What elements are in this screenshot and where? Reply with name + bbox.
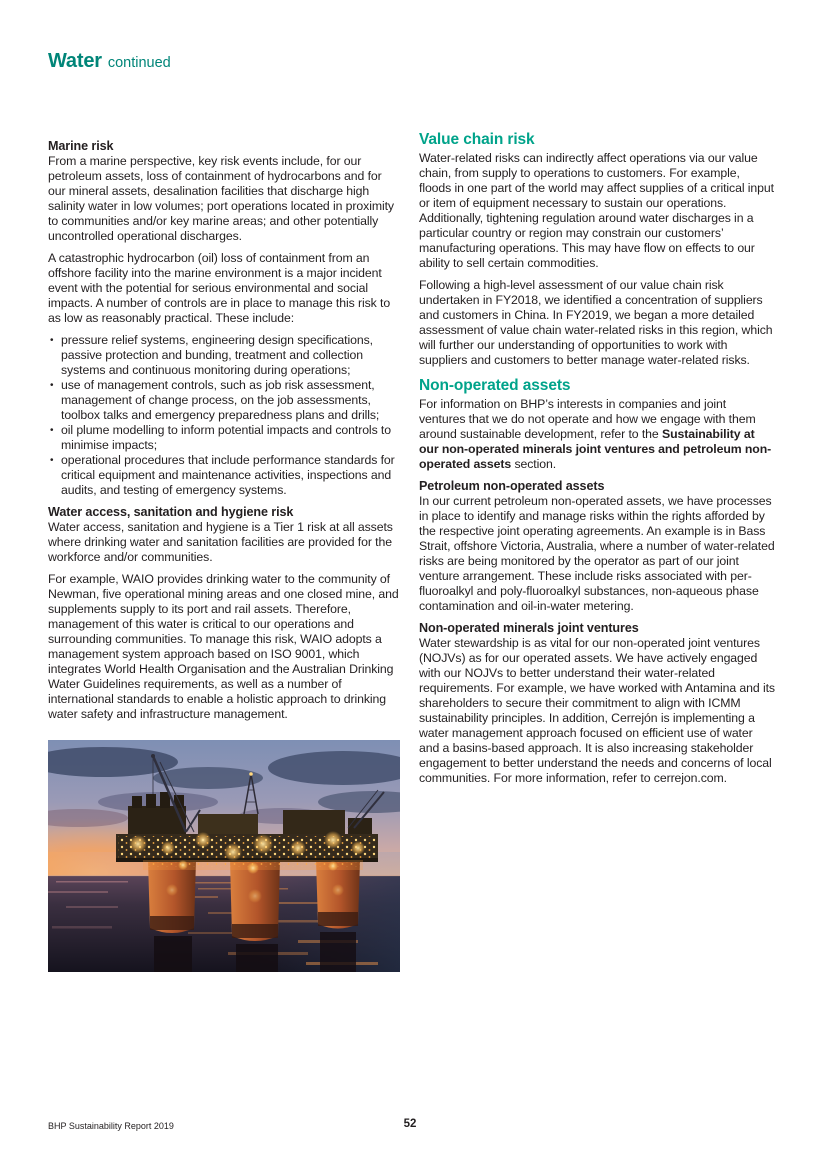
paragraph-wash-risk-1: Water access, sanitation and hygiene is a Tier 1 risk at all assets where drinking water and sanitation facilities are provided for the workforce and/or communities. (48, 520, 393, 564)
page-header (48, 50, 171, 73)
paragraph-segment-bold: Sustainability at our non-operated minerals joint ventures and petroleum non-operated assets (419, 427, 772, 471)
heading-petroleum-noa: Petroleum non-operated assets (419, 479, 605, 493)
heading-non-operated-assets: Non-operated assets (419, 377, 571, 394)
paragraph-marine-risk-2: A catastrophic hydrocarbon (oil) loss of containment from an offshore facility into the marine environment is a major incident event with the potential for serious environmental and social impacts. A number of controls are in place to manage this risk to as low as reasonably practical. These include: (48, 251, 391, 325)
bullet-item: • operational procedures that include performance standards for critical equipment and maintenance activities, inspections and audits, and testing of emergency systems. (48, 453, 400, 498)
bullet-item: • use of management controls, such as job risk assessment, management of change process, on the job assessments, toolbox talks and emergency preparedness plans and drills; (48, 378, 400, 423)
marine-risk-bullet-list (48, 333, 400, 498)
paragraph-marine-risk-1: From a marine perspective, key risk events include, for our petroleum assets, loss of containment of hydrocarbons and for our mineral assets, desalination facilities that discharge high salinity water in low volumes; port operations located in proximity to communities and/or key marine areas; and other potentially uncontrolled operational discharges. (48, 154, 394, 243)
paragraph-wash-risk-2: For example, WAIO provides drinking water to the community of Newman, five operational mining areas and one closed mine, and supplements supply to its port and rail assets. Therefore, management of this water is critical to our operations and surrounding communities. To manage this risk, WAIO adopts a management system approach based on ISO 9001, which integrates World Health Organisation and the Australian Drinking Water Guidelines requirements, as well as a number of international standards to enable a holistic approach to drinking water safety and infrastructure management. (48, 572, 399, 721)
paragraph-value-chain-2: Following a high-level assessment of our value chain risk undertaken in FY2018, we identified a concentration of suppliers and customers in China. In FY2019, we began a more detailed assessment of value chain water-related risks in this region, which will further our understanding of opportunities to work with suppliers and customers to better manage water-related risks. (419, 278, 773, 367)
paragraph-segment: For information on BHP’s interests in companies and joint ventures that we do not operate and how we engage with them around sustainable development, refer to the (419, 397, 756, 441)
paragraph-nojv: Water stewardship is as vital for our non-operated joint ventures (NOJVs) as for our operated assets. We have actively engaged with our NOJVs to better understand their water-related requirements. For example, we have worked with Antamina and its shareholders to secure their commitment to align with ICMM sustainability principles. In addition, Cerrejón is implementing a water management approach focused on efficient use of water and a basins-based approach. It is also increasing stakeholder engagement to better understand the needs and concerns of local communities. For more information, refer to cerrejon.com. (419, 636, 775, 785)
footer-page-number: 52 (403, 1118, 417, 1130)
paragraph-non-operated (419, 397, 775, 472)
paragraph-petroleum-noa: In our current petroleum non-operated assets, we have processes in place to identify and manage risks within the rights afforded by the respective joint operating agreements. An example is in Bass Strait, offshore Victoria, Australia, where a number of water-related risks are being monitored by the operator as part of our joint venture arrangement. These include risks associated with per-fluoroalkyl and poly-fluoroalkyl substances, non-aqueous phase contamination and oil-in-water metering. (419, 494, 775, 613)
page-title: Water (48, 50, 102, 72)
offshore-platform-photo (48, 740, 400, 972)
footer-report-name: BHP Sustainability Report 2019 (48, 1121, 174, 1131)
page-title-suffix: continued (107, 55, 171, 71)
left-column (48, 139, 400, 729)
heading-nojv: Non-operated minerals joint ventures (419, 621, 639, 635)
bullet-item: • pressure relief systems, engineering design specifications, passive protection and bunding, treatment and collection systems and continuous monitoring during operations; (48, 333, 400, 378)
heading-wash-risk: Water access, sanitation and hygiene risk (48, 505, 294, 519)
bullet-item: • oil plume modelling to inform potential impacts and controls to minimise impacts; (48, 423, 400, 453)
paragraph-segment: section. (511, 457, 557, 471)
heading-value-chain-risk: Value chain risk (419, 131, 535, 148)
paragraph-value-chain-1: Water-related risks can indirectly affect operations via our value chain, from supply to operations to customers. For example, floods in one part of the world may affect supplies of a critical input or item of equipment necessary to sustain our operations. Additionally, tightening regulation around water discharges in a particular country or region may constrain our customers’ manufacturing operations. This may have flow on effects to our ability to sell certain commodities. (419, 151, 774, 270)
right-column (419, 131, 775, 793)
heading-marine-risk: Marine risk (48, 139, 114, 153)
